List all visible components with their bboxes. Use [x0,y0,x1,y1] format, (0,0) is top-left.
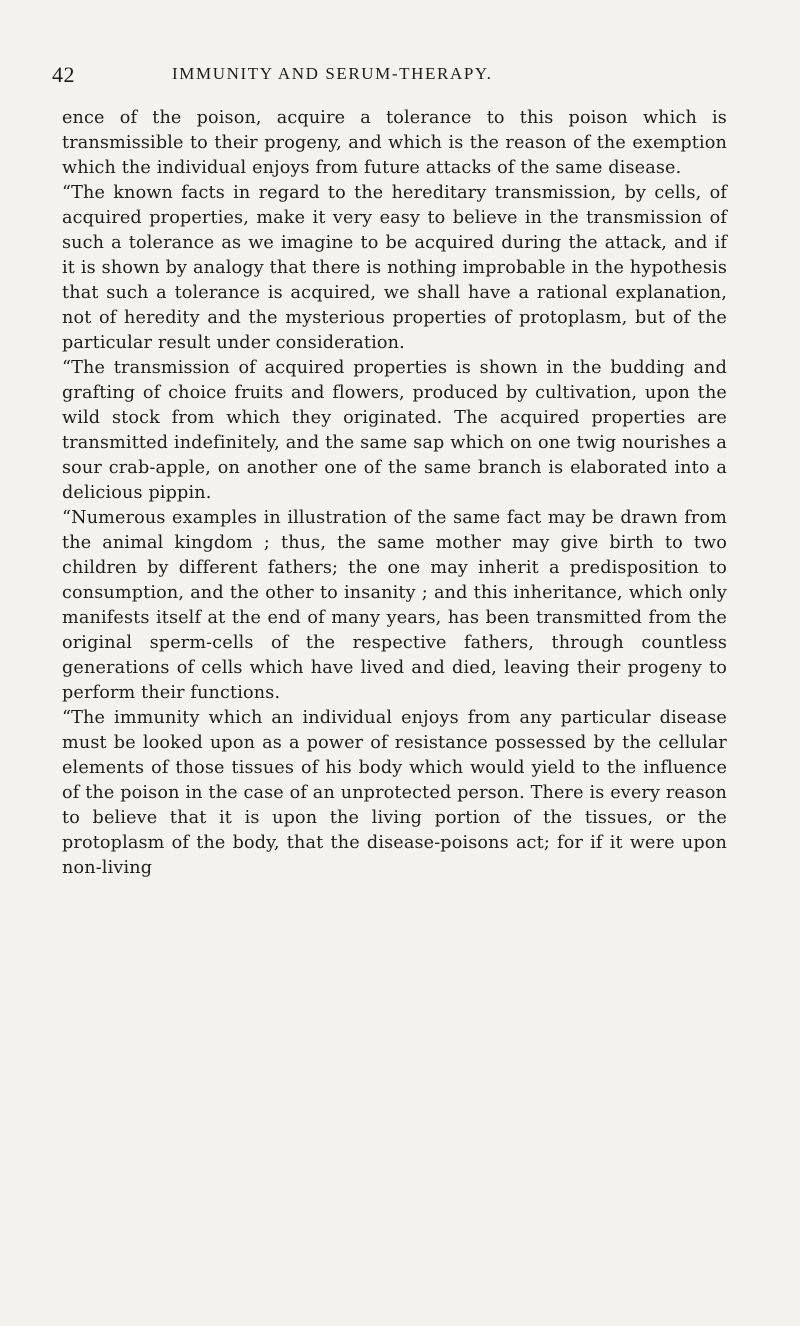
page-header [52,62,732,88]
paragraph-budding-grafting: “The transmission of acquired properties is shown in the budding and grafting of choice fruits and flowers, produced by cultivation, upon the wild stock from which they originated. The acquired properties are transmitted indefinitely, and the same sap which on one twig nourishes a sour crab-apple, on another one of the same branch is elaborated into a delicious pippin. [62,358,727,503]
running-title: IMMUNITY AND SERUM-THERAPY. [172,64,493,83]
paragraph-continuation: ence of the poison, acquire a tolerance to this poison which is transmissible to their progeny, and which is the reason of the exemption which the individual enjoys from future attacks of the same disease. [62,108,727,178]
paragraph-immunity-resistance: “The immunity which an individual enjoys from any particular disease must be looked upon as a power of resistance possessed by the cellular elements of those tissues of his body which would yield to the influence of the poison in the case of an unprotected person. There is every reason to believe that it is upon the living portion of the tissues, or the protoplasm of the body, that the disease-poisons act; for if it were upon non-living [62,708,727,878]
body-text [62,106,727,881]
paragraph-hereditary-transmission: “The known facts in regard to the hereditary transmission, by cells, of acquired properties, make it very easy to believe in the transmission of such a tolerance as we imagine to be acquired during the attack, and if it is shown by analogy that there is nothing improbable in the hypothesis that such a tolerance is acquired, we shall have a rational explanation, not of heredity and the mysterious properties of protoplasm, but of the particular result under consideration. [62,183,727,353]
page-number: 42 [52,62,75,87]
paragraph-animal-kingdom: “Numerous examples in illustration of the same fact may be drawn from the animal kingdom ; thus, the same mother may give birth to two children by different fathers; the one may inherit a predisposition to consumption, and the other to insanity ; and this inheritance, which only manifests itself at the end of many years, has been transmitted from the original sperm-cells of the respective fathers, through countless generations of cells which have lived and died, leaving their progeny to perform their functions. [62,508,727,703]
